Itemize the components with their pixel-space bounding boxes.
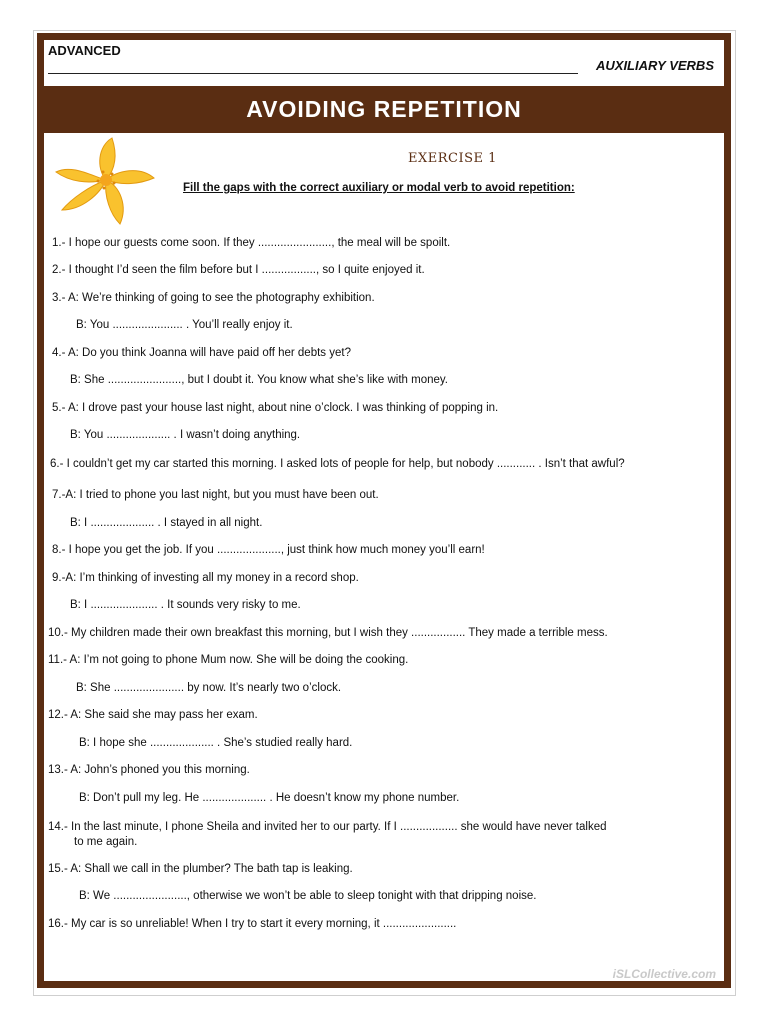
flower-icon <box>46 136 166 232</box>
worksheet-title: AVOIDING REPETITION <box>246 96 522 122</box>
exercise-line: B: Don’t pull my leg. He .................... . He doesn’t know my phone number. <box>79 792 460 804</box>
header-rule <box>48 73 578 74</box>
exercise-heading: EXERCISE 1 <box>408 151 497 166</box>
instruction-text: Fill the gaps with the correct auxiliary or modal verb to avoid repetition: <box>183 182 575 194</box>
exercise-line: 8.- I hope you get the job. If you ...................., just think how much money you’ll earn! <box>52 544 485 556</box>
exercise-line: 11.- A: I’m not going to phone Mum now. She will be doing the cooking. <box>48 654 409 666</box>
exercise-line: 1.- I hope our guests come soon. If they ......................., the meal will be spoilt. <box>52 237 451 249</box>
exercise-line: B: I .................... . I stayed in all night. <box>70 517 263 529</box>
exercise-line: 14.- In the last minute, I phone Sheila and invited her to our party. If I .................. she would have never talked <box>48 821 607 833</box>
exercise-line: B: We ......................., otherwise we won’t be able to sleep tonight with that dripping noise. <box>79 890 537 902</box>
topic-label: AUXILIARY VERBS <box>596 58 714 73</box>
exercise-line: B: I hope she .................... . She’s studied really hard. <box>79 737 353 749</box>
level-label: ADVANCED <box>48 43 121 58</box>
exercise-line: 13.- A: John’s phoned you this morning. <box>48 764 250 776</box>
exercise-line: to me again. <box>74 836 138 848</box>
exercise-line: 3.- A: We’re thinking of going to see the photography exhibition. <box>52 292 375 304</box>
worksheet-header <box>44 40 724 86</box>
exercise-line: 15.- A: Shall we call in the plumber? The bath tap is leaking. <box>48 863 353 875</box>
exercise-line: 10.- My children made their own breakfast this morning, but I wish they ................. They made a terrible mess. <box>48 627 608 639</box>
exercise-line: 16.- My car is so unreliable! When I try to start it every morning, it ....................... <box>48 918 457 930</box>
exercise-line: B: She ...................... by now. It’s nearly two o’clock. <box>76 682 342 694</box>
exercise-line: B: She ......................., but I doubt it. You know what she’s like with money. <box>70 374 448 386</box>
exercise-line: 4.- A: Do you think Joanna will have paid off her debts yet? <box>52 347 351 359</box>
exercise-line: 6.- I couldn’t get my car started this morning. I asked lots of people for help, but nobody ............ . Isn’t that awful? <box>50 458 625 470</box>
exercise-line: B: I ..................... . It sounds very risky to me. <box>70 599 301 611</box>
worksheet-content <box>44 133 724 981</box>
exercise-line: B: You .................... . I wasn’t doing anything. <box>70 429 301 441</box>
exercise-line: 9.-A: I’m thinking of investing all my money in a record shop. <box>52 572 359 584</box>
exercise-line: 7.-A: I tried to phone you last night, but you must have been out. <box>52 489 379 501</box>
exercise-line: B: You ...................... . You’ll really enjoy it. <box>76 319 293 331</box>
watermark: iSLCollective.com <box>612 967 716 981</box>
exercise-line: 12.- A: She said she may pass her exam. <box>48 709 258 721</box>
exercise-line: 5.- A: I drove past your house last night, about nine o’clock. I was thinking of popping in. <box>52 402 499 414</box>
exercise-line: 2.- I thought I’d seen the film before but I ................., so I quite enjoyed it. <box>52 264 425 276</box>
